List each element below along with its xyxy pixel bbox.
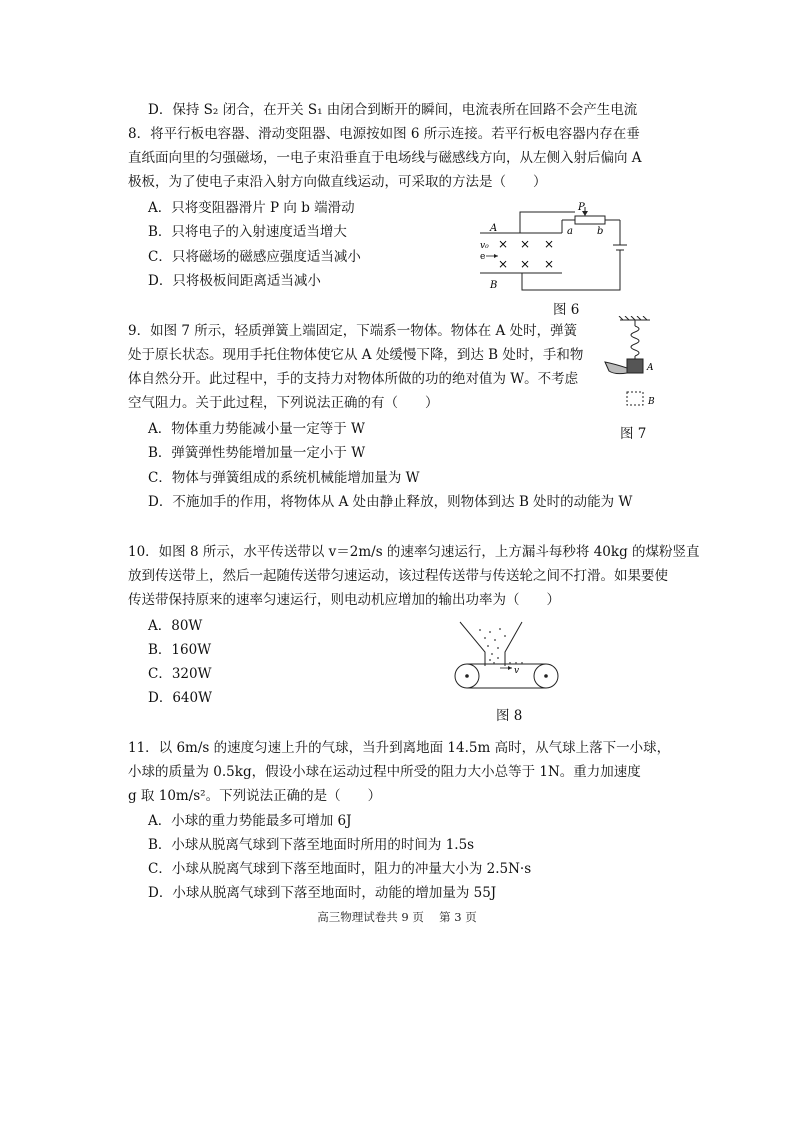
text-line: 直纸面向里的匀强磁场，一电子束沿垂直于电场线与磁感线方向，从左侧入射后偏向 A (128, 150, 642, 166)
page-footer: 高三物理试卷共 9 页 第 3 页 (317, 910, 477, 924)
figure-8-caption: 图 8 (496, 708, 523, 724)
text-line: C．物体与弹簧组成的系统机械能增加量为 W (148, 470, 420, 486)
text-line: B．弹簧弹性势能增加量一定小于 W (148, 445, 366, 461)
text-line: 传送带保持原来的速率匀速运行，则电动机应增加的输出功率为（ ） (128, 592, 560, 608)
text-line: 11．以 6m/s 的速度匀速上升的气球，当升到离地面 14.5m 高时，从气球上落下一小球， (128, 740, 671, 756)
text-line: 8．将平行板电容器、滑动变阻器、电源按如图 6 所示连接。若平行板电容器内存在垂 (128, 126, 640, 142)
svg-text:×: × (498, 237, 509, 251)
text-line: C．只将磁场的磁感应强度适当减小 (148, 249, 361, 265)
svg-text:×: × (498, 257, 509, 271)
text-line: 处于原长状态。现用手托住物体使它从 A 处缓慢下降，到达 B 处时，手和物 (128, 347, 584, 363)
text-line: C．小球从脱离气球到下落至地面时，阻力的冲量大小为 2.5N·s (148, 861, 532, 877)
figure-7-spring (595, 316, 665, 416)
fig6-label-a: a (567, 226, 573, 237)
text-line: D．小球从脱离气球到下落至地面时，动能的增加量为 55J (148, 885, 497, 901)
text-line: 9．如图 7 所示，轻质弹簧上端固定，下端系一物体。物体在 A 处时，弹簧 (128, 323, 578, 339)
text-line: D．只将极板间距离适当减小 (148, 273, 321, 289)
svg-text:×: × (520, 257, 531, 271)
text-line: 极板，为了使电子束沿入射方向做直线运动，可采取的方法是（ ） (128, 174, 547, 190)
text-line: 10．如图 8 所示，水平传送带以 v＝2m/s 的速率匀速运行，上方漏斗每秒将 40kg 的煤粉竖直 (128, 544, 700, 560)
figure-6-circuit (470, 200, 635, 295)
text-line: g 取 10m/s²。下列说法正确的是（ ） (128, 788, 382, 804)
text-line: 空气阻力。关于此过程，下列说法正确的有（ ） (128, 395, 439, 411)
fig8-label-v: v (514, 666, 520, 676)
figure-7-caption: 图 7 (620, 426, 647, 442)
fig7-label-b: B (648, 397, 655, 407)
text-line: A．80W (148, 618, 203, 634)
text-line: B．160W (148, 642, 212, 658)
text-line: D．640W (148, 690, 212, 706)
fig7-label-a: A (647, 363, 654, 373)
magnetic-field-crosses (498, 237, 554, 271)
text-line: B．只将电子的入射速度适当增大 (148, 224, 347, 240)
svg-text:×: × (544, 237, 555, 251)
text-line: A．小球的重力势能最多可增加 6J (148, 813, 352, 829)
text-line: 小球的质量为 0.5kg，假设小球在运动过程中所受的阻力大小总等于 1N。重力加速度 (128, 764, 641, 780)
figure-8-conveyor (450, 618, 565, 698)
text-line: A．只将变阻器滑片 P 向 b 端滑动 (148, 200, 355, 216)
fig6-label-plate-b: B (490, 280, 498, 291)
figure-6-caption: 图 6 (553, 302, 580, 318)
text-line: 放到传送带上，然后一起随传送带匀速运动，该过程传送带与传送轮之间不打滑。如果要使 (128, 568, 668, 584)
fig6-label-v0: v₀ (480, 241, 489, 251)
text-line: B．小球从脱离气球到下落至地面时所用的时间为 1.5s (148, 837, 475, 853)
svg-text:×: × (544, 257, 555, 271)
text-line: D．保持 S₂ 闭合，在开关 S₁ 由闭合到断开的瞬间，电流表所在回路不会产生电流 (148, 102, 638, 118)
svg-text:×: × (520, 237, 531, 251)
fig6-label-electron: e (480, 252, 486, 262)
fig6-label-p: P (578, 202, 585, 213)
text-line: 体自然分开。此过程中，手的支持力对物体所做的功的绝对值为 W。不考虑 (128, 371, 579, 387)
fig6-label-b: b (597, 226, 604, 237)
text-line: A．物体重力势能减小量一定等于 W (148, 421, 365, 437)
text-line: C．320W (148, 666, 212, 682)
fig6-label-plate-a: A (490, 223, 498, 234)
text-line: D．不施加手的作用，将物体从 A 处由静止释放，则物体到达 B 处时的动能为 W (148, 494, 633, 510)
